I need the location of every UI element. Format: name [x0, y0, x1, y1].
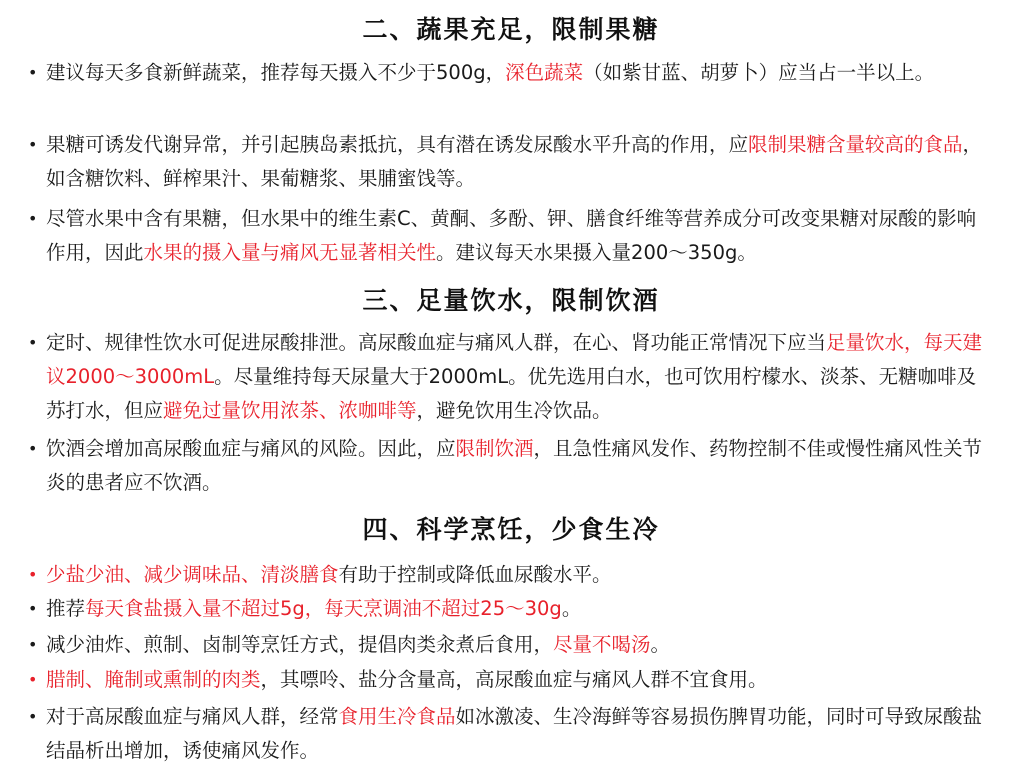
list-item [28, 628, 988, 662]
text-segment: 尽管水果中含有果糖，但水果中的维生素C、黄酮、多酚、钾、膳食纤维等营养成分可改变果糖对尿酸的影响作用，因此 [46, 207, 977, 264]
text-segment: 。建议每天水果摄入量200～350g。 [436, 241, 757, 264]
highlight-segment: 少盐少油、减少调味品、清淡膳食 [46, 563, 339, 586]
list-item [28, 326, 988, 428]
list-item [28, 700, 988, 768]
text-segment: 对于高尿酸血症与痛风人群，经常 [46, 705, 339, 728]
text-segment: 如冰激凌、生冷海鲜等容易损伤脾胃功能，同时可导致尿酸盐结晶析出增加，诱使痛风发作。 [46, 705, 983, 762]
text-segment: ，且急性痛风发作、药物控制不佳或慢性痛风性关节炎的患者应不饮酒。 [46, 437, 983, 494]
highlight-segment: 每天食盐摄入量不超过5g，每天烹调油不超过25～30g [85, 597, 562, 620]
highlight-segment: 限制果糖含量较高的食品 [748, 133, 963, 156]
text-segment: 饮酒会增加高尿酸血症与痛风的风险。因此，应 [46, 437, 456, 460]
text-segment: （如紫甘蓝、胡萝卜）应当占一半以上。 [583, 61, 935, 84]
highlight-segment: 尽量不喝汤 [553, 633, 651, 656]
highlight-segment: 限制饮酒 [455, 437, 534, 460]
highlight-segment: 腊制、腌制或熏制的肉类 [46, 668, 261, 691]
bullet: • [28, 63, 38, 82]
list-item [28, 56, 988, 90]
text-segment: 果糖可诱发代谢异常，并引起胰岛素抵抗，具有潜在诱发尿酸水平升高的作用，应 [46, 133, 749, 156]
text-segment: ，避免饮用生冷饮品。 [416, 399, 612, 422]
highlight-segment: 避免过量饮用浓茶、浓咖啡等 [163, 399, 417, 422]
section-title-3: 三、足量饮水，限制饮酒 [362, 286, 660, 315]
text-segment: 减少油炸、煎制、卤制等烹饪方式，提倡肉类汆煮后食用， [46, 633, 554, 656]
bullet: • [28, 565, 38, 584]
list-item [28, 592, 988, 626]
bullet: • [28, 439, 38, 458]
bullet: • [28, 209, 38, 228]
list-item [28, 558, 988, 592]
bullet: • [28, 333, 38, 352]
bullet: • [28, 599, 38, 618]
highlight-segment: 足量饮水，每天建议2000～3000mL [46, 331, 983, 388]
highlight-segment: 深色蔬菜 [505, 61, 584, 84]
list-item [28, 432, 988, 500]
bullet: • [28, 135, 38, 154]
text-segment: 建议每天多食新鲜蔬菜，推荐每天摄入不少于500g， [46, 61, 506, 84]
text-segment: 。 [650, 633, 671, 656]
text-segment: 。尽量维持每天尿量大于2000mL。优先选用白水，也可饮用柠檬水、淡茶、无糖咖啡及苏打水，但应 [46, 365, 977, 422]
text-segment: 有助于控制或降低血尿酸水平。 [338, 563, 612, 586]
text-segment: 推荐 [46, 597, 86, 620]
bullet: • [28, 707, 38, 726]
text-segment: ，其嘌呤、盐分含量高，高尿酸血症与痛风人群不宜食用。 [260, 668, 768, 691]
list-item [28, 663, 988, 697]
section-title-2: 二、蔬果充足，限制果糖 [362, 15, 660, 44]
list-item [28, 128, 988, 196]
text-segment: ，如含糖饮料、鲜榨果汁、果葡糖浆、果脯蜜饯等。 [46, 133, 983, 190]
section-title-4: 四、科学烹饪，少食生冷 [362, 515, 660, 544]
highlight-segment: 食用生冷食品 [338, 705, 456, 728]
list-item [28, 202, 988, 270]
text-segment: 定时、规律性饮水可促进尿酸排泄。高尿酸血症与痛风人群，在心、肾功能正常情况下应当 [46, 331, 827, 354]
bullet: • [28, 635, 38, 654]
bullet: • [28, 670, 38, 689]
highlight-segment: 水果的摄入量与痛风无显著相关性 [143, 241, 437, 264]
text-segment: 。 [561, 597, 582, 620]
